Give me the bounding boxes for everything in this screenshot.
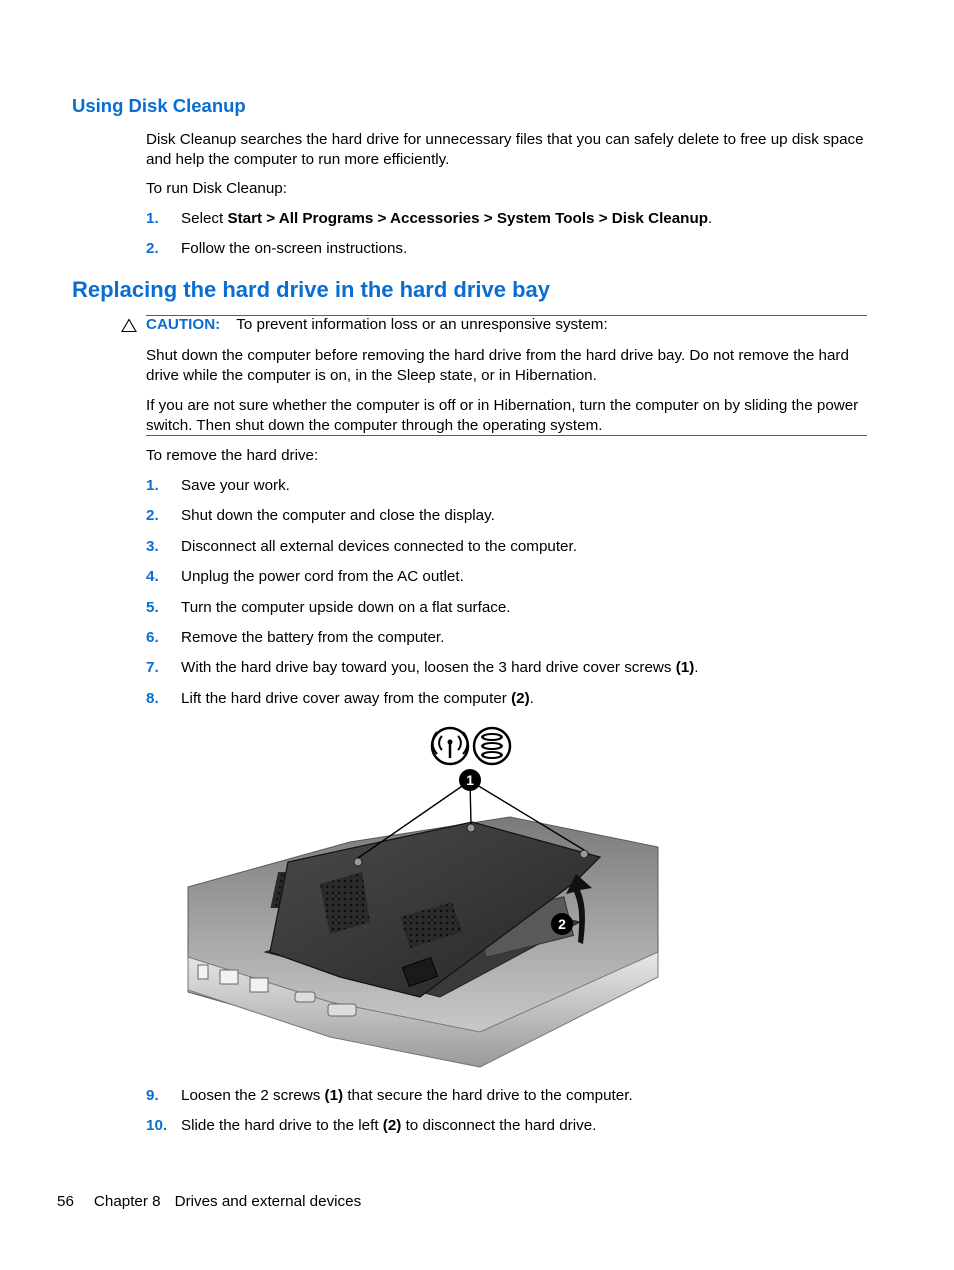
caution-paragraph-1: Shut down the computer before removing the hard drive from the hard drive bay. Do not remove the hard drive while the computer is on, in the Sleep state, or in Hibernation. <box>146 347 849 384</box>
step-number: 1. <box>146 477 159 494</box>
footer-chapter: Chapter 8 <box>93 1193 161 1210</box>
hard-drive-cover-illustration <box>180 722 670 1070</box>
step-text: Remove the battery from the computer. <box>181 629 445 646</box>
step-number: 6. <box>146 629 159 646</box>
step-number: 3. <box>146 538 159 555</box>
step-number: 2. <box>146 240 159 257</box>
wireless-icon <box>432 728 468 764</box>
step-number: 2. <box>146 507 159 524</box>
step-number: 1. <box>146 210 159 227</box>
step-text: Shut down the computer and close the display. <box>181 507 495 524</box>
step-text: Turn the computer upside down on a flat surface. <box>181 599 511 616</box>
step-number: 10. <box>146 1117 168 1134</box>
step-number: 9. <box>146 1087 159 1104</box>
step-number: 4. <box>146 568 159 585</box>
callout-1: 1 <box>466 772 474 788</box>
caution-label: CAUTION: <box>146 316 221 333</box>
step-number: 5. <box>146 599 159 616</box>
caution-line <box>146 316 608 333</box>
section-title-replacing-hard-drive: Replacing the hard drive in the hard drive bay <box>72 277 551 302</box>
page-number: 56 <box>57 1193 74 1210</box>
disk-cleanup-lead: To run Disk Cleanup: <box>146 180 287 197</box>
step-text: Follow the on-screen instructions. <box>181 240 408 257</box>
callout-2: 2 <box>558 916 566 932</box>
caution-paragraph-2: If you are not sure whether the computer is off or in Hibernation, turn the computer on by sliding the power switch. Then shut down the computer through the operating system. <box>146 397 859 434</box>
footer-chapter-title: Drives and external devices <box>174 1193 362 1210</box>
step-text: Save your work. <box>181 477 290 494</box>
caution-bottom-rule <box>146 435 867 436</box>
remove-drive-lead: To remove the hard drive: <box>146 447 319 464</box>
step-number: 7. <box>146 659 159 676</box>
step-text: Disconnect all external devices connected to the computer. <box>181 538 577 555</box>
step-text: Slide the hard drive to the left (2) to disconnect the hard drive. <box>181 1117 597 1134</box>
page-footer <box>57 1193 361 1210</box>
step-text: With the hard drive bay toward you, loosen the 3 hard drive cover screws (1). <box>181 659 699 676</box>
section-title-disk-cleanup: Using Disk Cleanup <box>72 95 246 116</box>
disk-cleanup-intro: Disk Cleanup searches the hard drive for unnecessary files that you can safely delete to free up disk space and help the computer to run more efficiently. <box>146 131 864 168</box>
step-text: Select Start > All Programs > Accessories > System Tools > Disk Cleanup. <box>181 210 713 227</box>
step-number: 8. <box>146 690 159 707</box>
step-text: Unplug the power cord from the AC outlet. <box>181 568 464 585</box>
caution-text: To prevent information loss or an unresponsive system: <box>236 316 608 333</box>
hard-drive-icon <box>474 728 510 764</box>
step-text: Loosen the 2 screws (1) that secure the hard drive to the computer. <box>181 1087 633 1104</box>
caution-triangle-icon <box>121 318 137 333</box>
step-text: Lift the hard drive cover away from the computer (2). <box>181 690 534 707</box>
